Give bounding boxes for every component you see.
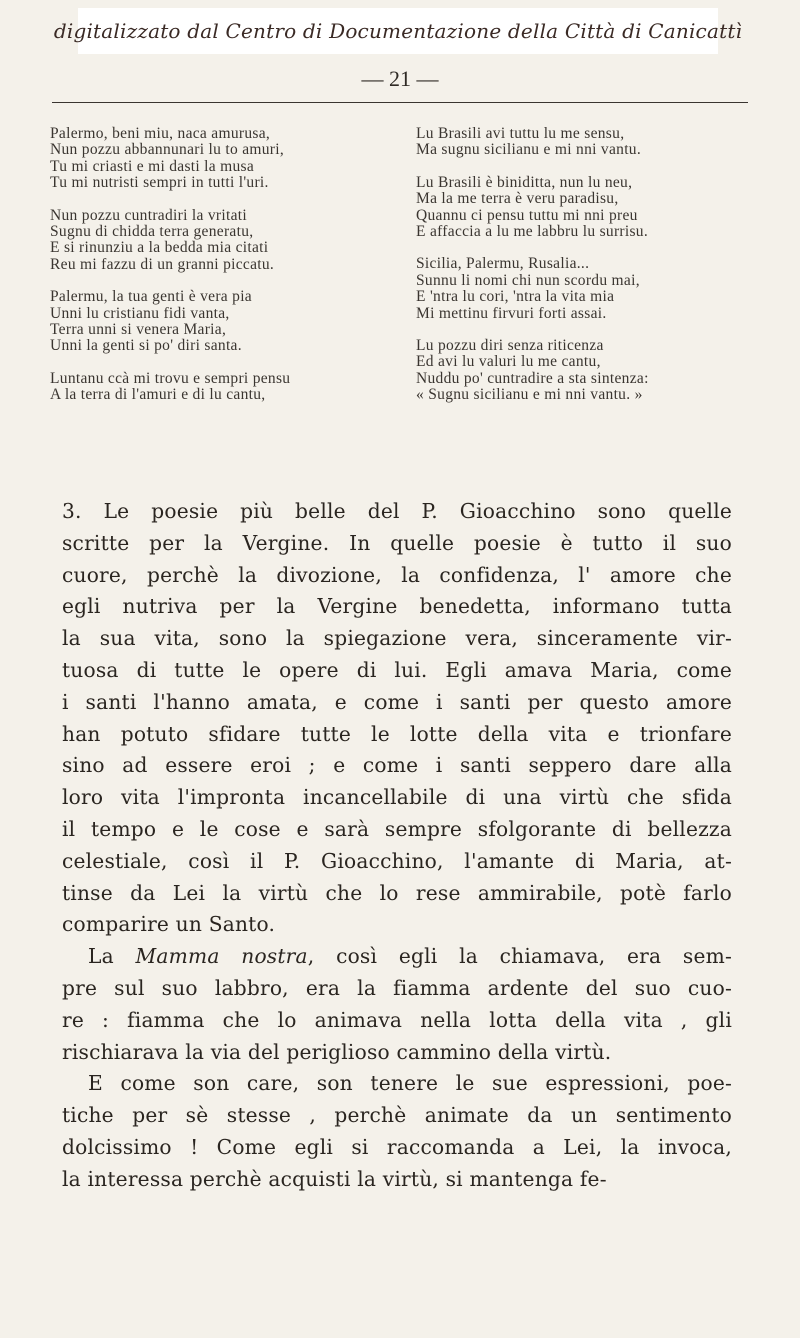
poem-right-column	[416, 126, 758, 420]
paragraph-1	[62, 496, 732, 941]
poem-line: Ed avi lu valuri lu me cantu,	[416, 353, 601, 371]
poem-line: Nun pozzu cuntradiri la vritati	[50, 206, 247, 224]
italic-title: Mamma nostra	[135, 944, 308, 969]
prose-line: i santi l'hanno amata, e come i santi per questo amore	[62, 689, 732, 714]
prose-line: sino ad essere eroi ; e come i santi seppero dare alla	[62, 753, 732, 778]
prose-line: comparire un Santo.	[62, 912, 276, 937]
poem-line: Tu mi criasti e mi dasti la musa	[50, 157, 255, 175]
poem-line: A la terra di l'amuri e di lu cantu,	[50, 386, 266, 404]
header-rule	[52, 102, 748, 103]
paragraph-2-first-line	[62, 941, 732, 973]
poem-stanza	[416, 256, 758, 322]
prose-line: cuore, perchè la divozione, la confidenza, l' amore che	[62, 562, 732, 587]
prose-body	[62, 496, 732, 1196]
prose-line: loro vita l'impronta incancellabile di una virtù che sfida	[62, 785, 732, 810]
poem-line: Sunnu li nomi chi nun scordu mai,	[416, 271, 640, 289]
prose-line: han potuto sfidare tutte le lotte della vita e trionfare	[62, 721, 732, 746]
text-span: La	[88, 944, 136, 969]
page-number: — 21 —	[361, 66, 439, 91]
poem-line: « Sugnu sicilianu e mi nni vantu. »	[416, 386, 643, 404]
poem-line: Palermu, la tua genti è vera pia	[50, 288, 252, 306]
poem-line: Lu pozzu diri senza riticenza	[416, 337, 604, 355]
poem-stanza	[50, 208, 396, 274]
watermark-text: digitalizzato dal Centro di Documentazione della Città di Canicattì	[53, 19, 743, 43]
prose-line: re : fiamma che lo animava nella lotta della vita , gli	[62, 1007, 732, 1032]
prose-line: la sua vita, sono la spiegazione vera, sinceramente vir-	[62, 626, 732, 651]
poem-line: Unni lu cristianu fidi vanta,	[50, 304, 230, 322]
poem-stanza	[416, 338, 758, 404]
poem-stanza	[416, 126, 758, 159]
digitization-watermark	[53, 8, 743, 54]
poem-line: Tu mi nutristi sempri in tutti l'uri.	[50, 174, 269, 192]
paragraph-3	[62, 1068, 732, 1195]
poem-line: E affaccia a lu me labbru lu surrisu.	[416, 223, 649, 241]
poem-line: Ma la me terra è veru paradisu,	[416, 190, 619, 208]
prose-line: tiche per sè stesse , perchè animate da un sentimento	[62, 1103, 732, 1128]
prose-line: 3. Le poesie più belle del P. Gioacchino sono quelle	[62, 499, 732, 523]
poem-stanza	[50, 289, 396, 355]
poem-line: E si rinunziu a la bedda mia citati	[50, 239, 269, 257]
poem-line: Nuddu po' cuntradire a sta sintenza:	[416, 369, 649, 387]
poem-line: Sugnu di chidda terra generatu,	[50, 223, 254, 241]
poem-line: E 'ntra lu cori, 'ntra la vita mia	[416, 288, 615, 306]
prose-line: la interessa perchè acquisti la virtù, si mantenga fe-	[62, 1166, 607, 1191]
prose-line: dolcissimo ! Come egli si raccomanda a Lei, la invoca,	[62, 1134, 732, 1159]
prose-line: E come son care, son tenere le sue espressioni, poe-	[88, 1071, 732, 1096]
poem-stanza	[50, 126, 396, 192]
paragraph-2	[62, 941, 732, 1068]
poem-stanza	[416, 175, 758, 241]
prose-line: egli nutriva per la Vergine benedetta, informano tutta	[62, 594, 732, 619]
poem-line: Nun pozzu abbannunari lu to amuri,	[50, 141, 285, 159]
poem-line: Unni la genti si po' diri santa.	[50, 337, 242, 355]
poem-line: Terra unni si venera Maria,	[50, 321, 227, 339]
prose-line: scritte per la Vergine. In quelle poesie è tutto il suo	[62, 530, 732, 555]
prose-line: rischiarava la via del periglioso cammino della virtù.	[62, 1039, 612, 1064]
poem-line: Sicilia, Palermu, Rusalia...	[416, 255, 590, 273]
text-span: , così egli la chiamava, era sem-	[307, 944, 732, 969]
poem-line: Luntanu ccà mi trovu e sempri pensu	[50, 369, 291, 387]
prose-line: pre sul suo labbro, era la fiamma ardente del suo cuo-	[62, 975, 732, 1000]
poem-stanza	[50, 371, 396, 404]
prose-line: tuosa di tutte le opere di lui. Egli amava Maria, come	[62, 657, 732, 682]
poem-line: Lu Brasili avi tuttu lu me sensu,	[416, 125, 625, 142]
poem-line: Quannu ci pensu tuttu mi nni preu	[416, 206, 638, 224]
poem-line: Mi mettinu firvuri forti assai.	[416, 304, 607, 322]
poem-line: Lu Brasili è biniditta, nun lu neu,	[416, 173, 633, 191]
prose-line: tinse da Lei la virtù che lo rese ammirabile, potè farlo	[62, 880, 732, 905]
poem-left-column	[50, 126, 396, 420]
prose-line: il tempo e le cose e sarà sempre sfolgorante di bellezza	[62, 816, 732, 841]
prose-line: celestiale, così il P. Gioacchino, l'amante di Maria, at-	[62, 848, 732, 873]
poem-line: Palermo, beni miu, naca amurusa,	[50, 125, 271, 142]
poem-line: Reu mi fazzu di un granni piccatu.	[50, 255, 275, 273]
poem-line: Ma sugnu sicilianu e mi nni vantu.	[416, 141, 642, 159]
